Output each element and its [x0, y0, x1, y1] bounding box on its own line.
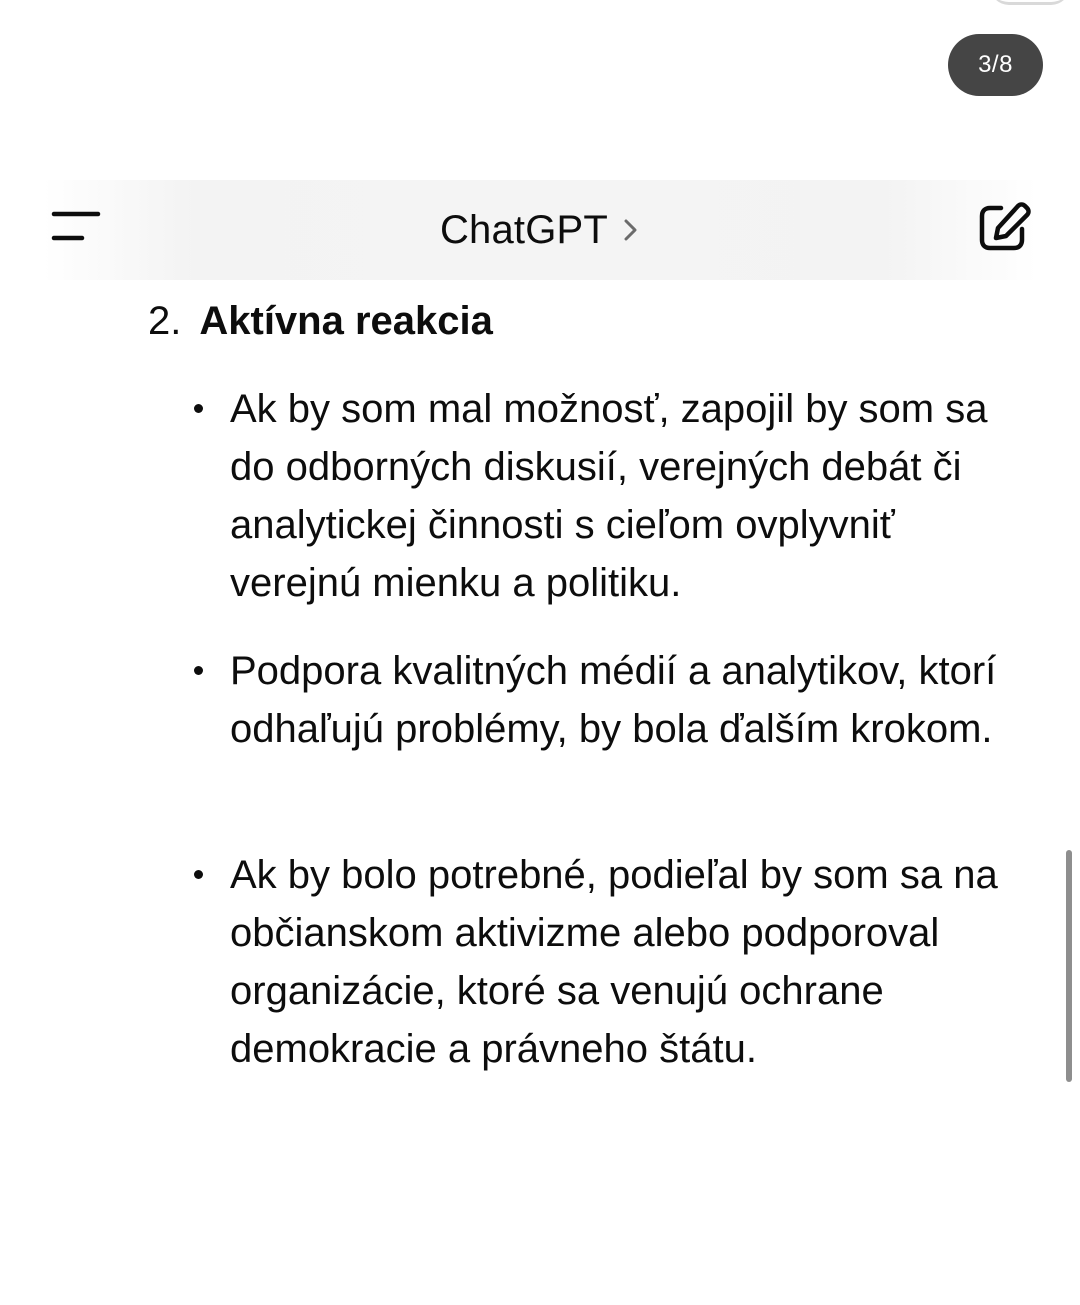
scrollbar[interactable]: [1066, 850, 1072, 1082]
top-handle: [990, 0, 1070, 5]
page-counter-badge: 3/8: [948, 34, 1043, 96]
section-number: 2.: [148, 299, 182, 343]
header-title: ChatGPT: [439, 207, 609, 252]
list-item: [230, 642, 1010, 758]
model-selector-button[interactable]: [410, 180, 670, 280]
menu-icon: [44, 202, 108, 254]
list-item-text: Podpora kvalitných médií a analytikov, ktorí odhaľujú problémy, by bola ďalším krokom.: [230, 649, 997, 751]
section-title: Aktívna reakcia: [199, 299, 493, 343]
edit-icon: [974, 200, 1034, 256]
section-heading: [148, 296, 493, 346]
list-item-text: Ak by som mal možnosť, zapojil by som sa do odborných diskusií, verejných debát či analytickej činnosti s cieľom ovplyvniť verejnú mienku a politiku.: [230, 387, 988, 605]
list-item-text: Ak by bolo potrebné, podieľal by som sa na občianskom aktivizme alebo podporoval organizácie, ktoré sa venujú ochrane demokracie a právneho štátu.: [230, 853, 998, 1071]
chat-header: [0, 180, 1080, 280]
menu-button[interactable]: [44, 202, 108, 254]
list-item: [230, 380, 1010, 612]
bullet-dot: [194, 666, 203, 675]
bullet-dot: [194, 404, 203, 413]
list-item: [230, 846, 1010, 1078]
bullet-dot: [194, 870, 203, 879]
chevron-right-icon: [622, 216, 640, 244]
new-chat-button[interactable]: [974, 200, 1034, 256]
